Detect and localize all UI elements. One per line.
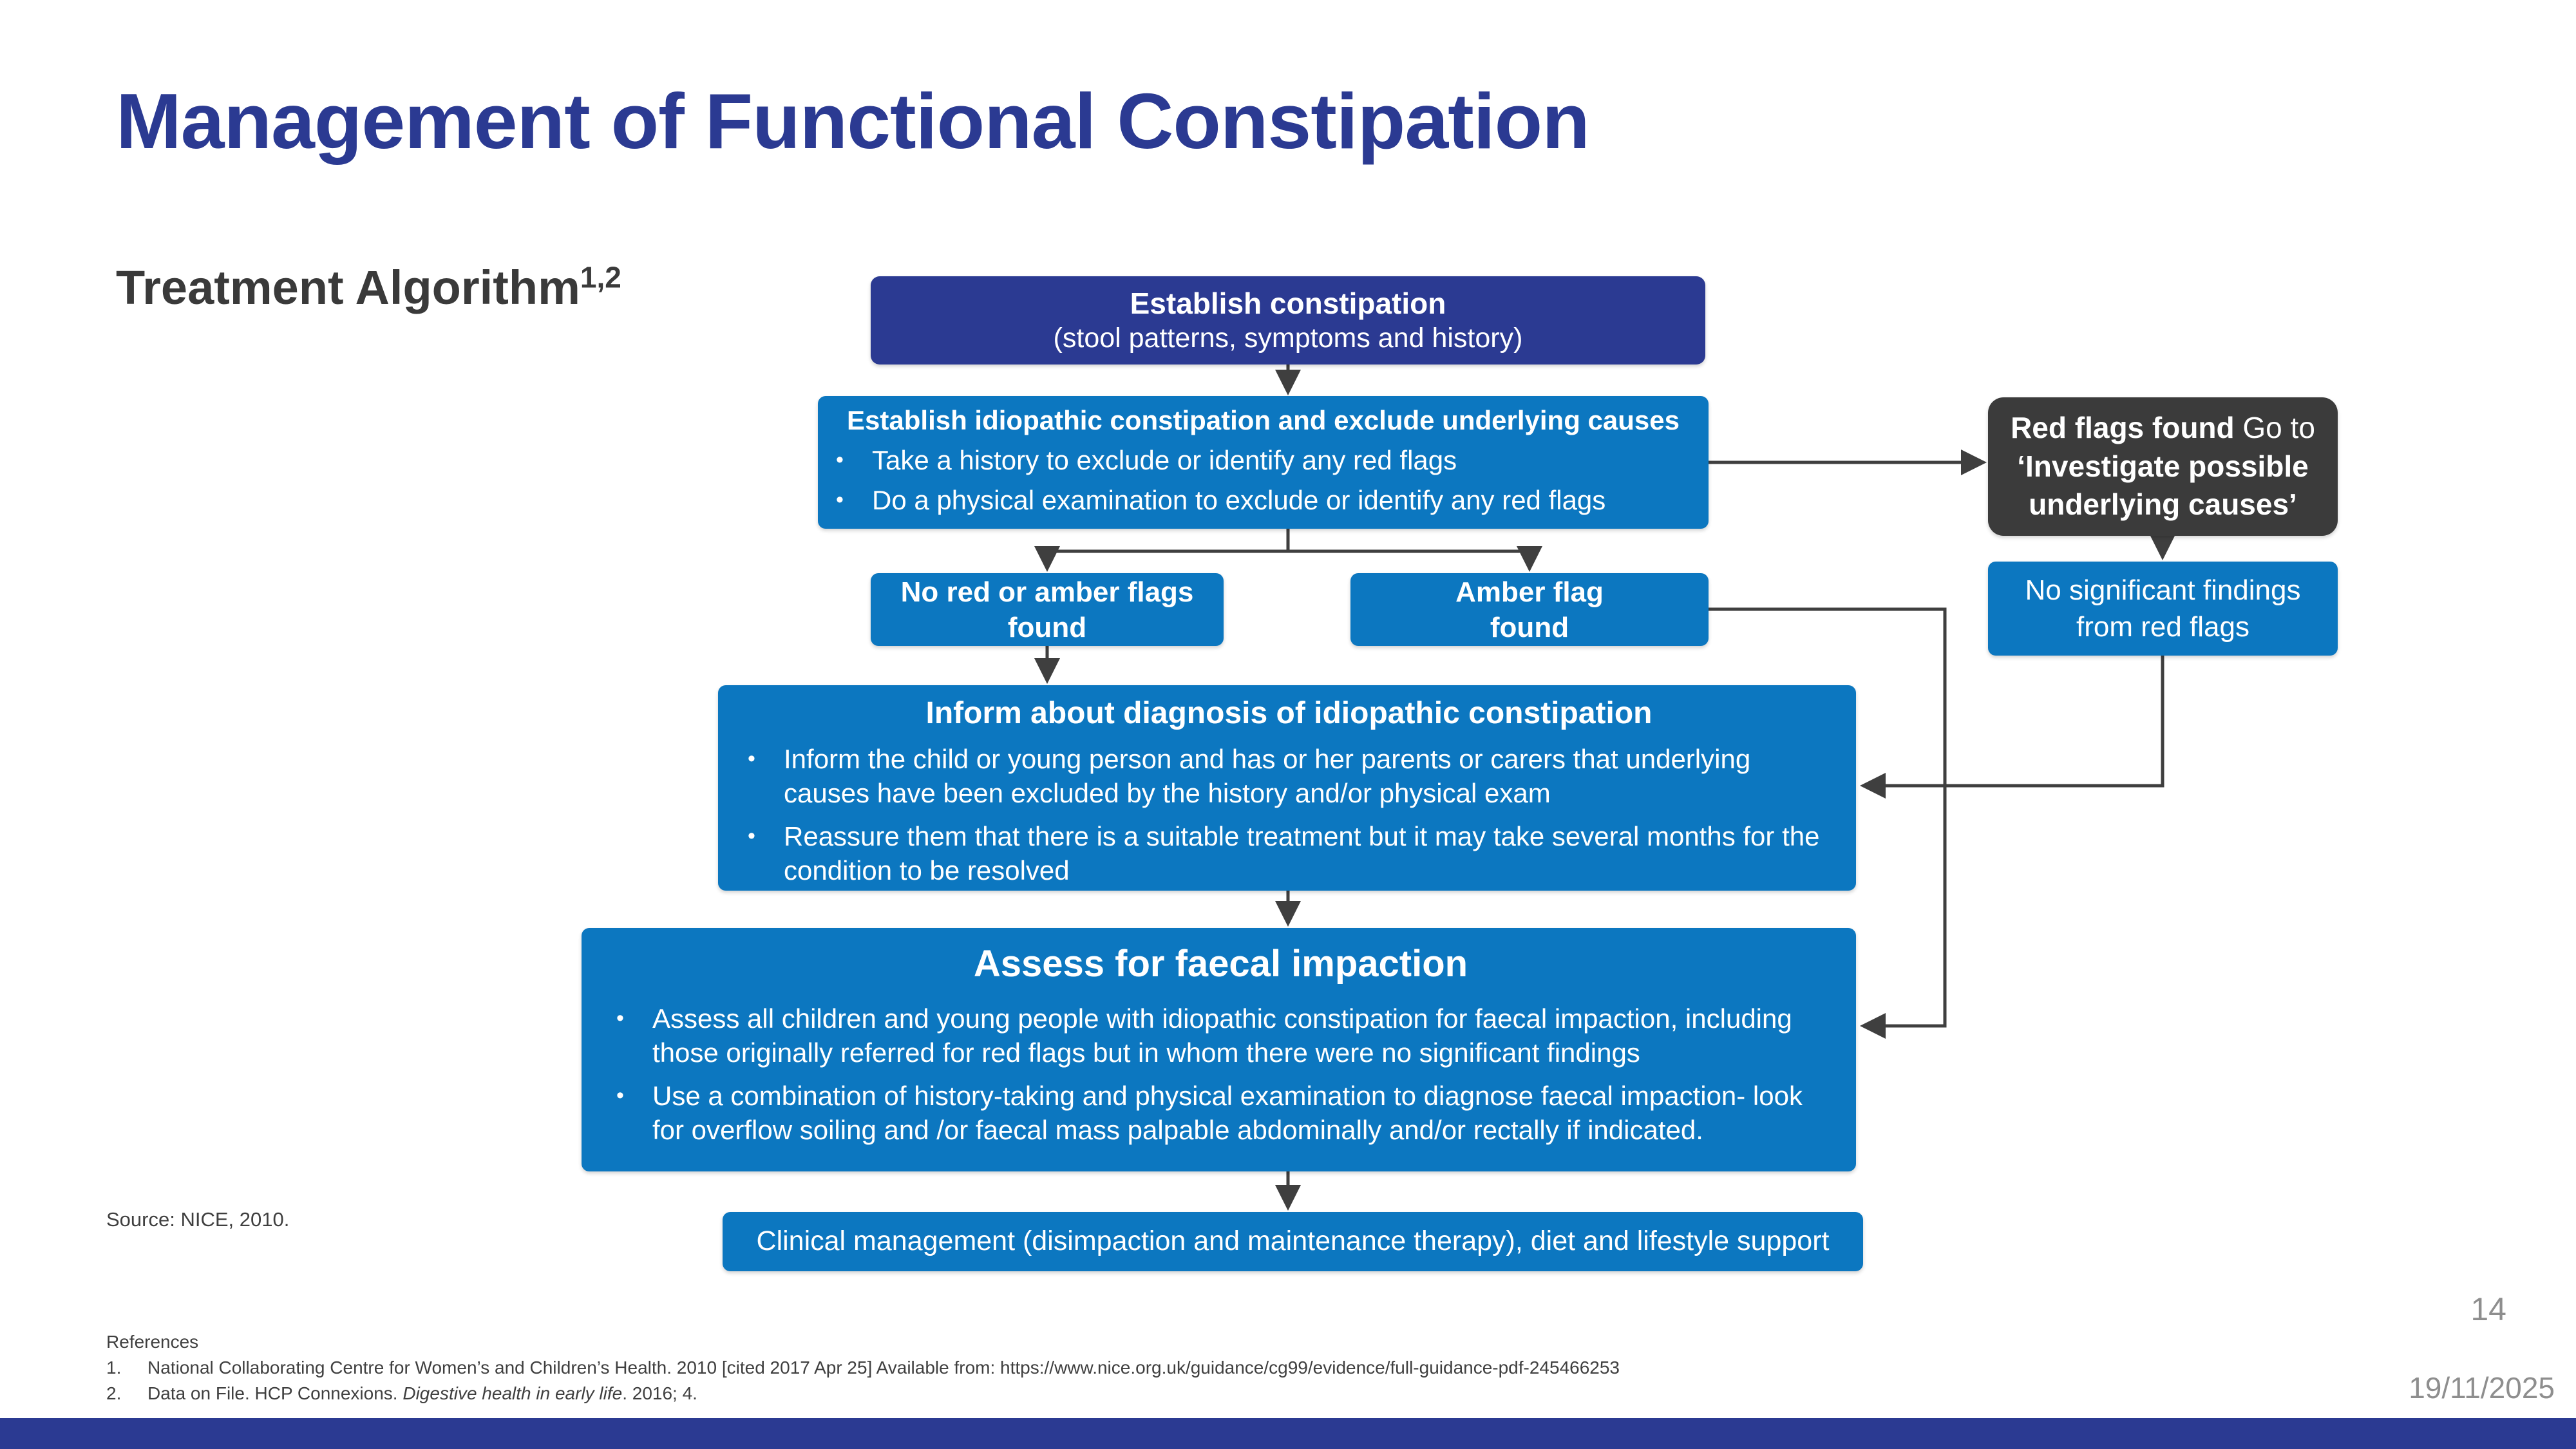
box-text: No significant findings from red flags bbox=[2025, 574, 2301, 643]
box-heading: Inform about diagnosis of idiopathic constipation bbox=[925, 696, 1653, 730]
flow-box-red-flags-found bbox=[1988, 397, 2338, 536]
references-block bbox=[106, 1329, 1620, 1406]
subtitle-text: Treatment Algorithm bbox=[116, 261, 580, 314]
reference-text-post: . 2016; 4. bbox=[622, 1383, 697, 1403]
bullet-item bbox=[616, 1002, 1825, 1070]
arrow-nosignificant-to-inform bbox=[1864, 656, 2163, 786]
section-subtitle bbox=[116, 260, 621, 315]
box-text: Amber flag found bbox=[1455, 576, 1604, 643]
flow-box-clinical-management bbox=[723, 1212, 1863, 1271]
box-subtext: (stool patterns, symptoms and history) bbox=[1053, 323, 1523, 354]
red-flags-bold-text: Red flags found bbox=[2011, 410, 2235, 444]
subtitle-reference-marks: 1,2 bbox=[580, 260, 621, 294]
red-flags-link-text: ‘Investigate possible underlying causes’ bbox=[2017, 449, 2309, 522]
bullet-item bbox=[836, 484, 1690, 518]
reference-item bbox=[106, 1355, 1620, 1381]
source-note: Source: NICE, 2010. bbox=[106, 1208, 290, 1231]
flow-box-amber-flag-found bbox=[1350, 573, 1709, 646]
bullet-item bbox=[836, 444, 1690, 478]
flow-box-establish-constipation bbox=[871, 276, 1705, 365]
slide-date: 19/11/2025 bbox=[2409, 1371, 2555, 1405]
reference-item bbox=[106, 1381, 1620, 1406]
reference-text: National Collaborating Centre for Women’s and Children’s Health. 2010 [cited 2017 Apr 25] Available from: https://www.nice.org.uk/guidance/cg99/evidence/full-guidance-pdf-245466253 bbox=[147, 1358, 1620, 1378]
bullet-item bbox=[616, 1079, 1825, 1148]
bullet-text: • Reassure them that there is a suitable treatment but it may take several months for the condition to be resolved bbox=[784, 820, 1820, 886]
red-flags-normal-text: Go to bbox=[2234, 410, 2315, 444]
reference-text bbox=[147, 1381, 697, 1406]
bullet-text: • Use a combination of history-taking and physical examination to diagnose faecal impaction- look for overflow soiling and /or faecal mass palpable abdominally and/or rectally if indicated. bbox=[652, 1080, 1803, 1145]
bullet-item bbox=[748, 743, 1830, 811]
reference-text-pre: Data on File. HCP Connexions. bbox=[147, 1383, 403, 1403]
box-text bbox=[2002, 409, 2324, 524]
box-text: Clinical management (disimpaction and maintenance therapy), diet and lifestyle support bbox=[756, 1226, 1830, 1257]
page-number: 14 bbox=[2470, 1291, 2506, 1327]
flow-box-no-red-or-amber-flags bbox=[871, 573, 1224, 646]
flow-box-inform-diagnosis bbox=[718, 685, 1856, 891]
box-heading: Assess for faecal impaction bbox=[973, 943, 1468, 985]
bullet-text: • Assess all children and young people with idiopathic constipation for faecal impaction, including those originally referred for red flags but in whom there were no significant findings bbox=[652, 1003, 1792, 1068]
bullet-text: • Inform the child or young person and has or her parents or carers that underlying causes have been excluded by the history and/or physical exam bbox=[784, 744, 1751, 808]
box-text: No red or amber flags found bbox=[900, 576, 1194, 643]
reference-number: 2. bbox=[106, 1383, 122, 1403]
box-heading: Establish idiopathic constipation and exclude underlying causes bbox=[847, 405, 1680, 435]
bullet-text: • Do a physical examination to exclude or identify any red flags bbox=[872, 484, 1606, 515]
footer-accent-bar bbox=[0, 1418, 2576, 1449]
bullet-text: • Take a history to exclude or identify any red flags bbox=[872, 445, 1457, 475]
flow-box-assess-faecal-impaction bbox=[582, 928, 1856, 1171]
reference-number: 1. bbox=[106, 1358, 122, 1378]
box-heading: Establish constipation bbox=[1130, 286, 1446, 320]
bullet-item bbox=[748, 820, 1830, 888]
reference-text-italic: Digestive health in early life bbox=[402, 1383, 623, 1403]
flow-box-no-significant-findings bbox=[1988, 562, 2338, 656]
flow-box-establish-idiopathic bbox=[818, 396, 1709, 529]
page-title: Management of Functional Constipation bbox=[116, 77, 1589, 165]
references-heading: References bbox=[106, 1332, 199, 1352]
